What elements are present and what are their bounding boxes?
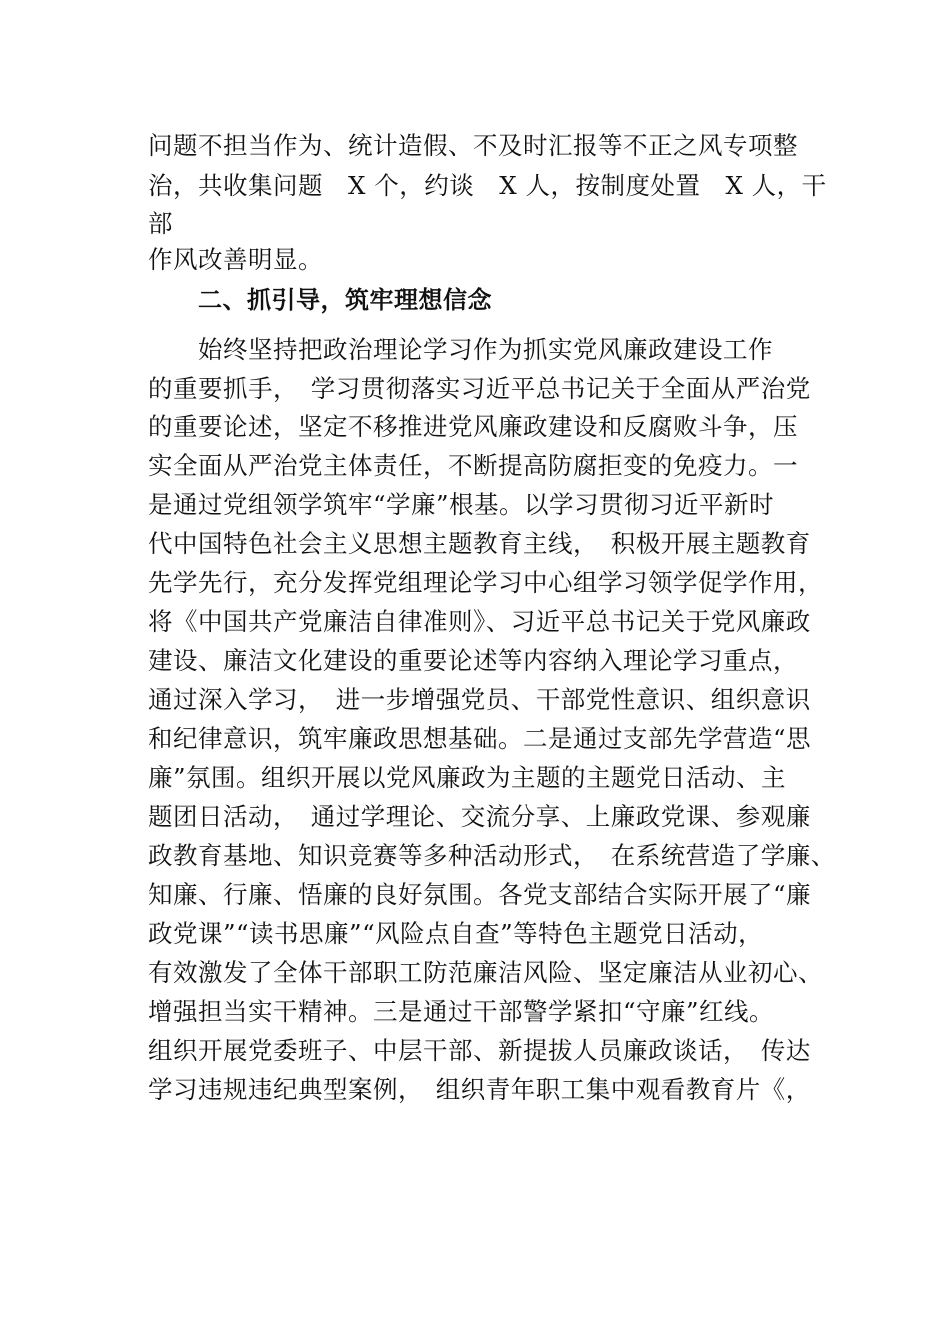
text-line: 组织开展党委班子、中层干部、新提拔人员廉政谈话， 传达 [148,1036,811,1065]
text-line: 治，共收集问题 X 个，约谈 X 人，按制度处置 X 人，干 [148,171,827,200]
section-heading: 二、抓引导，筑牢理想信念 [198,286,492,314]
text-line: 政教育基地、知识竞赛等多种活动形式， 在系统营造了学廉、 [148,841,836,870]
text-line: 题团日活动， 通过学理论、交流分享、上廉政党课、参观廉 [148,802,811,831]
text-line: 先学先行，充分发挥党组理论学习中心组学习领学促学作用， [148,568,823,597]
text-line: 知廉、行廉、悟廉的良好氛围。各党支部结合实际开展了“廉 [148,880,812,909]
text-line: 实全面从严治党主体责任，不断提高防腐拒变的免疫力。一 [148,451,798,480]
text-line: 的重要抓手， 学习贯彻落实习近平总书记关于全面从严治党 [148,374,811,403]
text-line: 通过深入学习， 进一步增强党员、干部党性意识、组织意识 [148,685,811,714]
text-line: 将《中国共产党廉洁自律准则》、习近平总书记关于党风廉政 [148,607,811,636]
text-line: 始终坚持把政治理论学习作为抓实党风廉政建设工作 [198,335,773,364]
text-line: 学习违规违纪典型案例， 组织青年职工集中观看教育片《， [148,1075,811,1104]
text-line: 代中国特色社会主义思想主题教育主线， 积极开展主题教育 [148,529,811,558]
text-line: 问题不担当作为、统计造假、不及时汇报等不正之风专项整 [148,131,798,160]
text-line: 的重要论述，坚定不移推进党风廉政建设和反腐败斗争，压 [148,412,798,441]
text-line: 是通过党组领学筑牢“学廉”根基。以学习贯彻习近平新时 [148,490,775,519]
text-line: 建设、廉洁文化建设的重要论述等内容纳入理论学习重点， [148,646,798,675]
text-line: 廉”氛围。组织开展以党风廉政为主题的主题党日活动、主 [148,763,787,792]
text-line: 有效激发了全体干部职工防范廉洁风险、坚定廉洁从业初心、 [148,958,823,987]
text-line: 部 [148,209,173,238]
text-line: 政党课”“读书思廉”“风险点自查”等特色主题党日活动， [148,919,764,948]
text-line: 和纪律意识，筑牢廉政思想基础。二是通过支部先学营造“思 [148,724,812,753]
text-line: 作风改善明显。 [148,245,323,274]
text-line: 增强担当实干精神。三是通过干部警学紧扣“守廉”红线。 [148,997,775,1026]
